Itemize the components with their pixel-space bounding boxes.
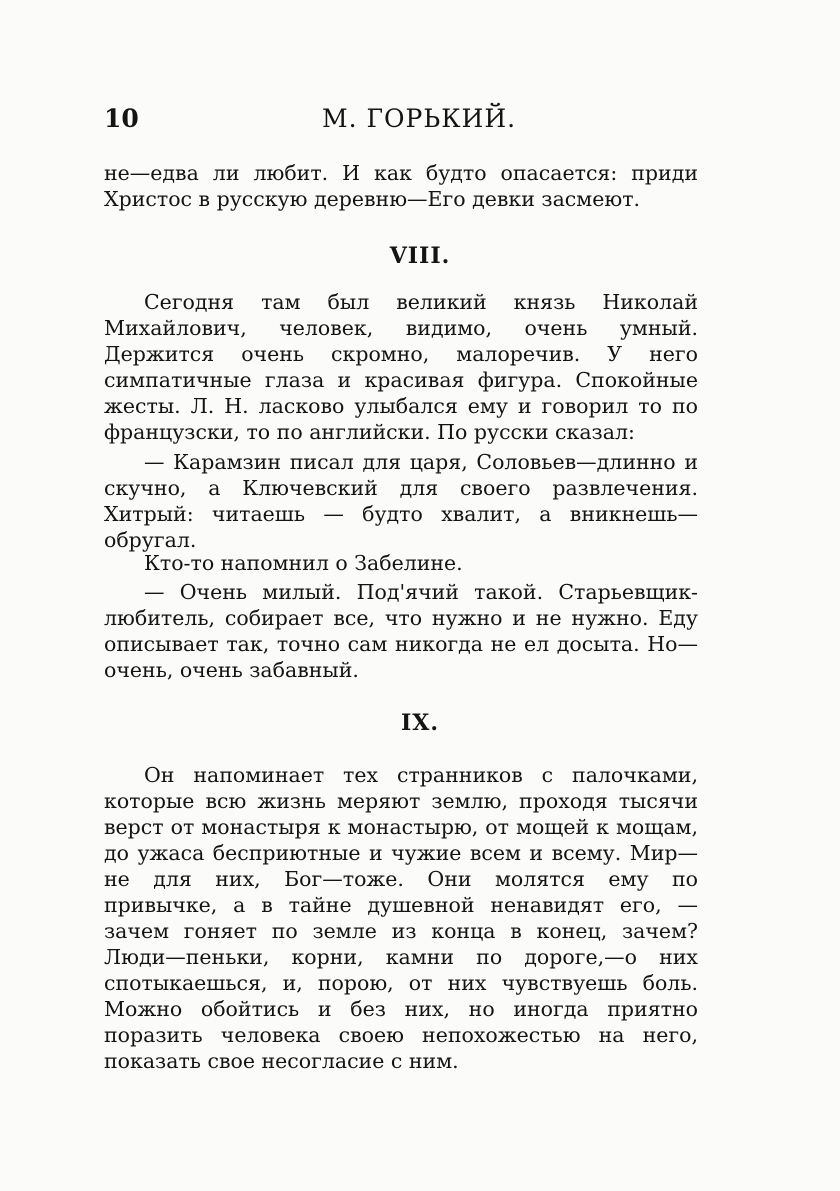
section-heading-viii: VIII. — [389, 243, 451, 269]
paragraph-dialogue: — Карамзин писал для царя, Соловьев—длинно и скучно, а Ключевский для своего развлечения. Хитрый: читаешь — будто хвалит, а вникнешь—обругал. — [104, 450, 698, 552]
paragraph-dialogue: — Очень милый. Под'ячий такой. Старьевщик-любитель, собирает все, что нужно и не нужно. Еду описывает так, точно сам никогда не ел досыта. Но—очень, очень забавный. — [104, 580, 698, 682]
paragraph: Сегодня там был великий князь Николай Михайлович, человек, видимо, очень умный. Держится очень скромно, малоречив. У него симпатичные глаза и красивая фигура. Спокойные жесты. Л. Н. ласково улыбался ему и говорил то по французски, то по английски. По русски сказал: — [104, 290, 698, 444]
section-heading-ix: IX. — [400, 710, 440, 736]
page-header — [104, 104, 724, 144]
page-number: 10 — [104, 104, 139, 133]
paragraph: Он напоминает тех странников с палочками, которые всю жизнь меряют землю, проходя тысячи верст от монастыря к монастырю, от мощей к мощам, до ужаса бесприютные и чужие всем и всему. Мир—не для них, Бог—тоже. Они молятся ему по привычке, а в тайне душевной ненавидят его, — зачем гоняет по земле из конца в конец, зачем? Люди—пеньки, корни, камни по дороге,—о них спотыкаешься, и, порою, от них чувствуешь боль. Можно обойтись и без них, но иногда приятно поразить человека своею непохожестью на него, показать свое несогласие с ним. — [104, 763, 698, 1073]
paragraph: Кто-то напомнил о Забелине. — [144, 551, 463, 575]
paragraph-continuation: не—едва ли любит. И как будто опасается: приди Христос в русскую деревню—Его девки засмеют. — [104, 161, 698, 211]
running-head-author: М. ГОРЬКИЙ. — [322, 104, 517, 133]
